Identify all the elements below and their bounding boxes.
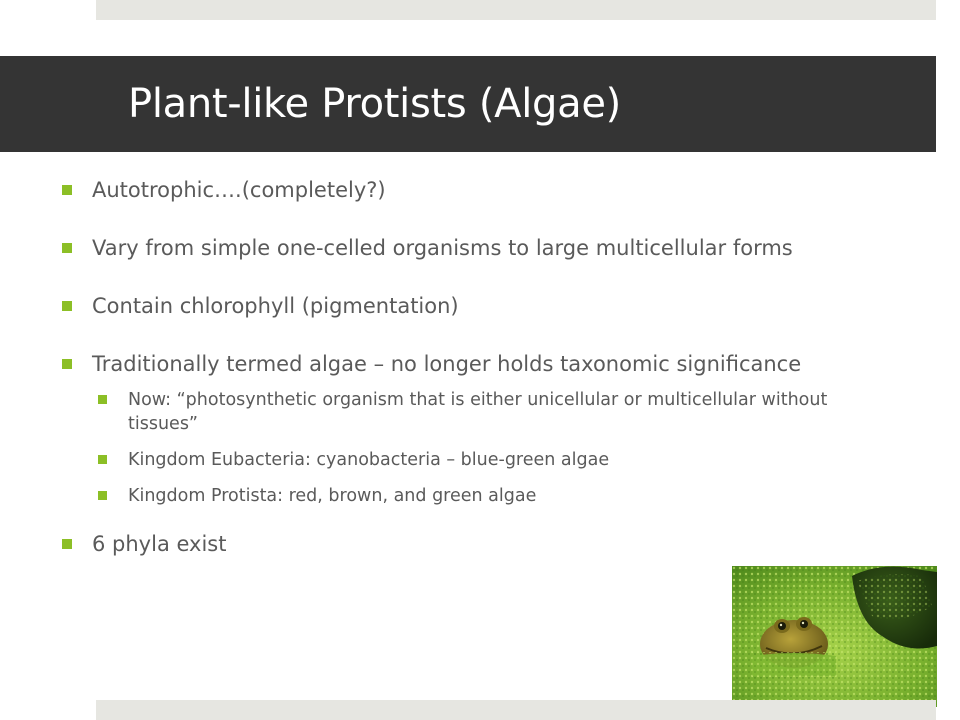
bullet-item (60, 348, 830, 380)
bullet-item (60, 528, 830, 560)
square-bullet-icon (98, 395, 107, 404)
bullet-text: Contain chlorophyll (pigmentation) (92, 294, 459, 318)
slide-content (60, 174, 830, 560)
square-bullet-icon (98, 491, 107, 500)
sub-bullet-item (96, 484, 830, 508)
bullet-text: 6 phyla exist (92, 532, 227, 556)
square-bullet-icon (98, 455, 107, 464)
bullet-item (60, 290, 830, 322)
square-bullet-icon (62, 359, 72, 369)
top-decorative-strip (96, 0, 936, 20)
sub-bullet-item (96, 448, 830, 472)
bullet-text: Vary from simple one-celled organisms to large multicellular forms (92, 236, 793, 260)
square-bullet-icon (62, 185, 72, 195)
slide-title: Plant-like Protists (Algae) (128, 81, 621, 127)
bullet-item (60, 232, 830, 264)
bullet-text: Autotrophic….(completely?) (92, 178, 386, 202)
square-bullet-icon (62, 539, 72, 549)
sub-bullet-text: Now: “photosynthetic organism that is either unicellular or multicellular without tissues” (128, 390, 828, 434)
sub-bullet-text: Kingdom Protista: red, brown, and green algae (128, 486, 537, 506)
frog-photo-illustration (732, 566, 937, 707)
sub-bullet-text: Kingdom Eubacteria: cyanobacteria – blue-green algae (128, 450, 610, 470)
square-bullet-icon (62, 243, 72, 253)
sub-bullet-item (96, 388, 830, 436)
frog-in-algae-photo (732, 566, 937, 707)
bottom-decorative-strip (96, 700, 936, 720)
bullet-text: Traditionally termed algae – no longer holds taxonomic significance (92, 352, 802, 376)
square-bullet-icon (62, 301, 72, 311)
bullet-item (60, 174, 830, 206)
